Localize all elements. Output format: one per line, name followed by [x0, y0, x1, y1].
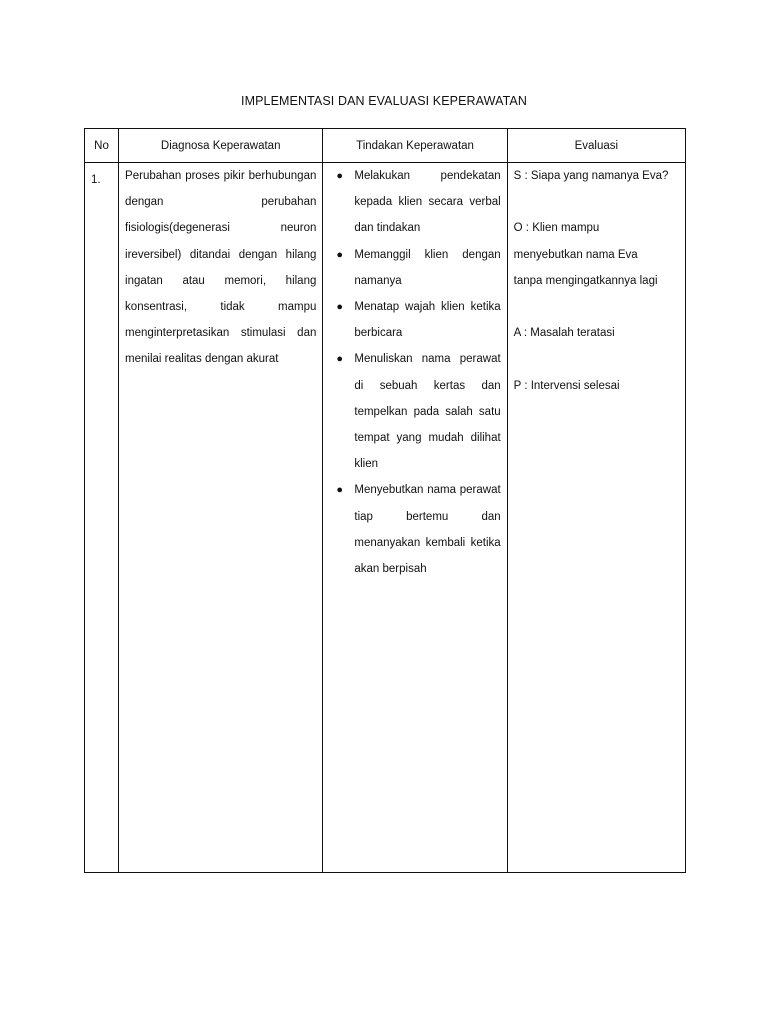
header-no: No — [85, 129, 119, 163]
evaluasi-spacer — [514, 294, 681, 320]
table-row — [85, 163, 686, 873]
header-evaluasi: Evaluasi — [507, 129, 685, 163]
evaluasi-o: menyebutkan nama Eva — [513, 248, 638, 261]
tindakan-text: Menatap wajah klien ketika berbicara — [354, 301, 501, 340]
evaluasi-spacer — [514, 189, 681, 215]
tindakan-list — [323, 163, 506, 582]
evaluasi-block — [508, 163, 685, 399]
cell-tindakan — [323, 163, 507, 873]
list-item — [323, 242, 500, 294]
header-tindakan: Tindakan Keperawatan — [323, 129, 507, 163]
list-item — [323, 294, 500, 346]
evaluasi-spacer — [514, 346, 681, 372]
bullet-icon: ● — [336, 248, 344, 261]
evaluasi-o: O : Klien mampu — [513, 222, 600, 235]
bullet-icon: ● — [336, 301, 344, 314]
bullet-icon: ● — [336, 484, 344, 497]
evaluasi-a: A : Masalah teratasi — [513, 327, 615, 340]
cell-diagnosa — [119, 163, 323, 873]
header-diagnosa: Diagnosa Keperawatan — [119, 129, 323, 163]
bullet-icon: ● — [336, 353, 344, 366]
page-title: IMPLEMENTASI DAN EVALUASI KEPERAWATAN — [241, 94, 527, 108]
cell-no: 1. — [85, 163, 119, 873]
cell-evaluasi — [507, 163, 685, 873]
tindakan-text: Memanggil klien dengan namanya — [354, 248, 501, 287]
evaluasi-o: tanpa mengingatkannya lagi — [513, 274, 658, 287]
tindakan-text: Menyebutkan nama perawat tiap bertemu dan menanyakan kembali ketika akan berpisah — [354, 484, 501, 576]
evaluasi-s: S : Siapa yang namanya Eva? — [513, 170, 669, 182]
care-table — [84, 128, 686, 873]
table-header-row — [85, 129, 686, 163]
bullet-icon: ● — [336, 170, 344, 182]
tindakan-text: Melakukan pendekatan kepada klien secara verbal dan tindakan — [354, 170, 501, 235]
evaluasi-p: P : Intervensi selesai — [513, 379, 620, 392]
list-item — [323, 163, 500, 242]
list-item — [323, 477, 500, 582]
tindakan-text: Menuliskan nama perawat di sebuah kertas dan tempelkan pada salah satu tempat yang mudah dilihat klien — [354, 353, 501, 471]
diagnosa-text: Perubahan proses pikir berhubungan dengan perubahan fisiologis(degenerasi neuron ireversibel) ditandai dengan hilang ingatan atau memori, hilang konsentrasi, tidak mampu menginterpretasikan stimulasi dan menilai realitas dengan akurat — [125, 170, 317, 366]
list-item — [323, 346, 500, 477]
